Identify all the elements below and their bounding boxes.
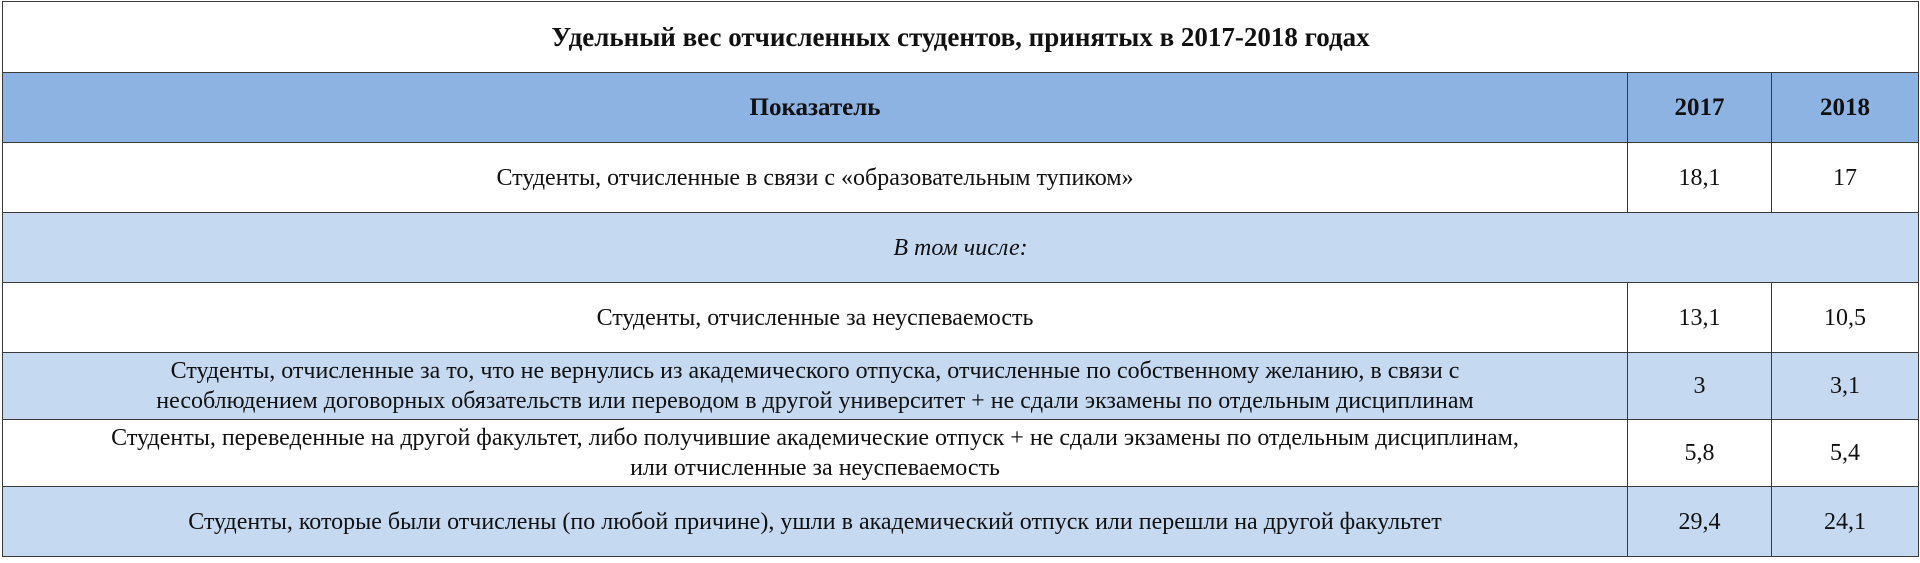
row-label: Студенты, которые были отчислены (по любой причине), ушли в академический отпуск или перешли на другой факультет	[3, 487, 1628, 557]
header-indicator: Показатель	[3, 73, 1628, 143]
row-label-line: Студенты, отчисленные за то, что не вернулись из академического отпуска, отчисленные по собственному желанию, в связи с	[170, 358, 1460, 384]
table-title-row	[3, 2, 1919, 73]
value-2018: 5,4	[1772, 420, 1919, 487]
header-2018: 2018	[1772, 73, 1919, 143]
value-2018: 10,5	[1772, 283, 1919, 353]
value-2017: 18,1	[1628, 143, 1772, 213]
row-label: Студенты, отчисленные в связи с «образовательным тупиком»	[3, 143, 1628, 213]
table-row	[3, 420, 1919, 487]
table-row	[3, 487, 1919, 557]
row-label-line: Студенты, переведенные на другой факультет, либо получившие академические отпуск + не сдали экзамены по отдельным дисциплинам,	[111, 425, 1519, 451]
row-label-line: несоблюдением договорных обязательств или переводом в другой университет + не сдали экзамены по отдельным дисциплинам	[156, 388, 1474, 414]
table-row	[3, 143, 1919, 213]
table-row-subheading	[3, 213, 1919, 283]
value-2017: 29,4	[1628, 487, 1772, 557]
value-2018: 17	[1772, 143, 1919, 213]
table-row	[3, 353, 1919, 420]
table-header-row	[3, 73, 1919, 143]
header-2017: 2017	[1628, 73, 1772, 143]
row-label: Студенты, отчисленные за неуспеваемость	[3, 283, 1628, 353]
table-title: Удельный вес отчисленных студентов, принятых в 2017-2018 годах	[3, 2, 1919, 73]
value-2017: 3	[1628, 353, 1772, 420]
value-2017: 13,1	[1628, 283, 1772, 353]
value-2018: 24,1	[1772, 487, 1919, 557]
table-row	[3, 283, 1919, 353]
row-label	[3, 353, 1628, 420]
row-label-line: или отчисленные за неуспеваемость	[630, 455, 1000, 481]
dropout-table	[2, 1, 1919, 557]
value-2018: 3,1	[1772, 353, 1919, 420]
row-label	[3, 420, 1628, 487]
subheading-label: В том числе:	[3, 213, 1919, 283]
value-2017: 5,8	[1628, 420, 1772, 487]
table-container	[2, 1, 1918, 560]
